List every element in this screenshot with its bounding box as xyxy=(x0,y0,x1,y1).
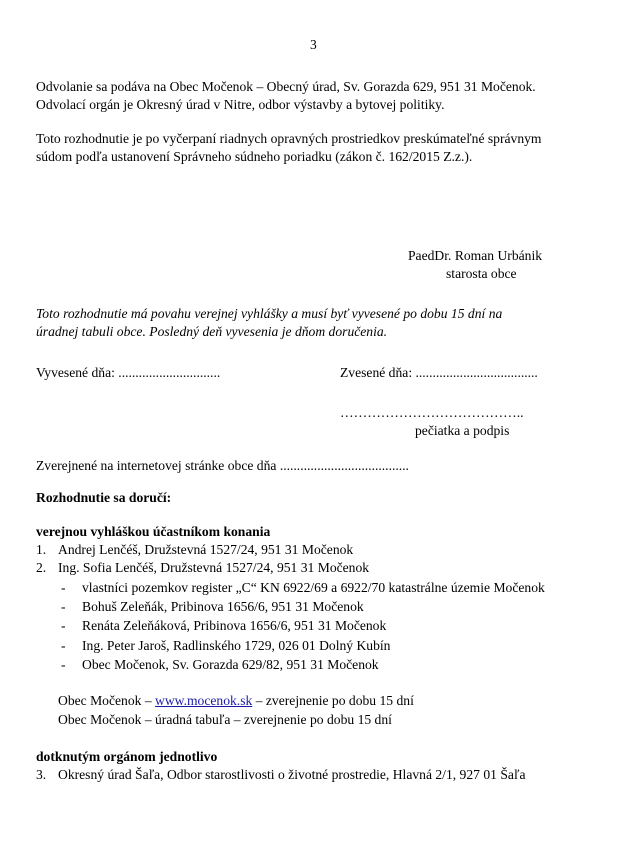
sub-list-item-text: Bohuš Zeleňák, Pribinova 1656/6, 951 31 Močenok xyxy=(82,599,364,614)
delivery-heading: Rozhodnutie sa doručí: xyxy=(36,490,172,505)
dash-bullet: - xyxy=(61,638,66,653)
sub-list-item-text: Obec Močenok, Sv. Gorazda 629/82, 951 31 Močenok xyxy=(82,657,379,672)
list-item-number: 3. xyxy=(36,767,47,782)
web-publication-line xyxy=(58,692,414,710)
web-line-suffix: – zverejnenie po dobu 15 dní xyxy=(252,693,414,708)
final-decision-line-2: súdom podľa ustanovení Správneho súdneho poriadku (zákon č. 162/2015 Z.z.). xyxy=(36,149,473,164)
published-web-field: Zverejnené na internetovej stránke obce dňa ...................................... xyxy=(36,458,409,473)
appeal-line-2: Odvolací orgán je Okresný úrad v Nitre, odbor výstavby a bytovej politiky. xyxy=(36,97,445,112)
appeal-line-1: Odvolanie sa podáva na Obec Močenok – Obecný úrad, Sv. Gorazda 629, 951 31 Močenok. xyxy=(36,79,536,94)
public-notice-line-1: Toto rozhodnutie má povahu verejnej vyhlášky a musí byť vyvesené po dobu 15 dní na xyxy=(36,306,503,321)
website-link[interactable]: www.mocenok.sk xyxy=(155,693,253,708)
dash-bullet: - xyxy=(61,599,66,614)
dash-bullet: - xyxy=(61,657,66,672)
public-notice-line-2: úradnej tabuli obce. Posledný deň vyvesenia je dňom doručenia. xyxy=(36,324,388,339)
dash-bullet: - xyxy=(61,618,66,633)
dash-bullet: - xyxy=(61,580,66,595)
signatory-title: starosta obce xyxy=(446,266,517,281)
sub-list-item-text: vlastníci pozemkov register „C“ KN 6922/69 a 6922/70 katastrálne územie Močenok xyxy=(82,580,545,595)
list-item-text: Ing. Sofia Lenčéš, Družstevná 1527/24, 951 31 Močenok xyxy=(58,560,370,575)
sub-list-item-text: Renáta Zeleňáková, Pribinova 1656/6, 951 31 Močenok xyxy=(82,618,387,633)
posted-date-field: Vyvesené dňa: .............................. xyxy=(36,365,221,380)
final-decision-line-1: Toto rozhodnutie je po vyčerpaní riadnych opravných prostriedkov preskúmateľné správnym xyxy=(36,131,542,146)
removed-date-field: Zvesené dňa: .................................... xyxy=(340,365,538,380)
board-publication-line: Obec Močenok – úradná tabuľa – zverejnenie po dobu 15 dní xyxy=(58,712,392,727)
web-line-prefix: Obec Močenok – xyxy=(58,693,156,708)
list-item-number: 1. xyxy=(36,542,47,557)
list-item-number: 2. xyxy=(36,560,47,575)
stamp-signature-label: pečiatka a podpis xyxy=(415,423,510,438)
stamp-signature-line: ………………………………….. xyxy=(340,405,524,420)
public-delivery-heading: verejnou vyhláškou účastníkom konania xyxy=(36,524,271,539)
sub-list-item-text: Ing. Peter Jaroš, Radlinského 1729, 026 01 Dolný Kubín xyxy=(82,638,391,653)
list-item-text: Andrej Lenčéš, Družstevná 1527/24, 951 31 Močenok xyxy=(58,542,354,557)
list-item-text: Okresný úrad Šaľa, Odbor starostlivosti o životné prostredie, Hlavná 2/1, 927 01 Šaľa xyxy=(58,767,526,782)
authorities-heading: dotknutým orgánom jednotlivo xyxy=(36,749,218,764)
signatory-name: PaedDr. Roman Urbánik xyxy=(408,248,543,263)
page-number: 3 xyxy=(310,37,317,52)
